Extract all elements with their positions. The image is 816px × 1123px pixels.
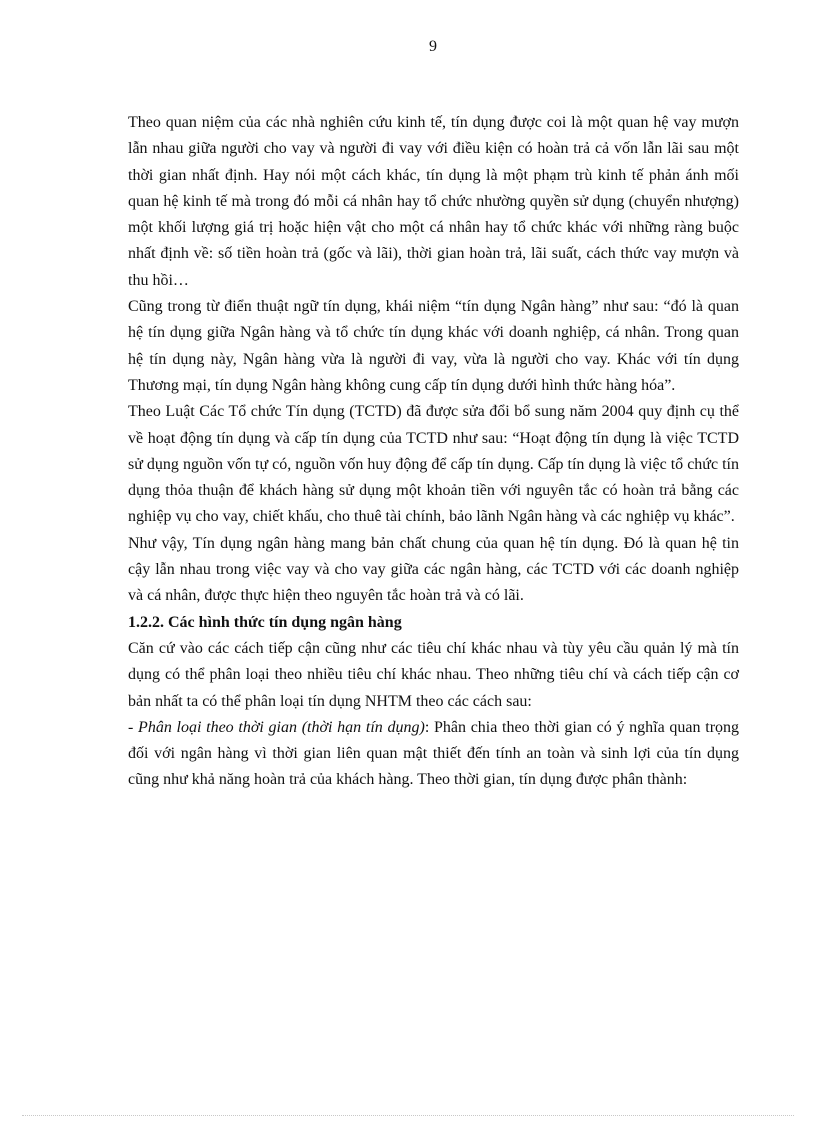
- list-item-label: Phân loại theo thời gian (thời hạn tín dụng): [138, 718, 425, 736]
- section-intro: Căn cứ vào các cách tiếp cận cũng như các tiêu chí khác nhau và tùy yêu cầu quản lý mà tín dụng có thể phân loại theo nhiều tiêu chí khác nhau. Theo những tiêu chí và cách tiếp cận cơ bản nhất ta có thể phân loại tín dụng NHTM theo các cách sau:: [128, 639, 739, 710]
- page-bottom-rule: [22, 1115, 794, 1116]
- page-number: 9: [429, 38, 437, 55]
- paragraph-credit-law: Theo Luật Các Tổ chức Tín dụng (TCTD) đã được sửa đổi bổ sung năm 2004 quy định cụ thể về hoạt động tín dụng và cấp tín dụng của TCTD như sau: “Hoạt động tín dụng là việc TCTD sử dụng nguồn vốn tự có, nguồn vốn huy động để cấp tín dụng. Cấp tín dụng là việc tổ chức tín dụng thỏa thuận để khách hàng sử dụng một khoản tiền với nguyên tắc có hoàn trả bằng các nghiệp vụ cho vay, chiết khấu, cho thuê tài chính, bảo lãnh Ngân hàng và các nghiệp vụ khác”.: [128, 403, 739, 526]
- paragraph-bank-credit-definition: Cũng trong từ điển thuật ngữ tín dụng, khái niệm “tín dụng Ngân hàng” như sau: “đó là quan hệ tín dụng giữa Ngân hàng và tổ chức tín dụng khác với doanh nghiệp, cá nhân. Trong quan hệ tín dụng này, Ngân hàng vừa là người đi vay, vừa là người cho vay. Khác với tín dụng Thương mại, tín dụng Ngân hàng không cung cấp tín dụng dưới hình thức hàng hóa”.: [128, 298, 739, 394]
- list-item-text: : Phân chia theo thời gian có ý nghĩa quan trọng đối với ngân hàng vì thời gian liên quan mật thiết đến tính an toàn và sinh lợi của tín dụng cũng như khả năng hoàn trả của khách hàng. Theo thời gian, tín dụng được phân thành:: [128, 718, 740, 789]
- list-item-time-classification: [128, 715, 739, 794]
- section-heading: 1.2.2. Các hình thức tín dụng ngân hàng: [128, 613, 402, 631]
- paragraph-credit-concept: Theo quan niệm của các nhà nghiên cứu kinh tế, tín dụng được coi là một quan hệ vay mượn lẫn nhau giữa người cho vay và người đi vay với điều kiện có hoàn trả cả vốn lẫn lãi sau một thời gian nhất định. Hay nói một cách khác, tín dụng là một phạm trù kinh tế phản ánh mối quan hệ kinh tế mà trong đó mỗi cá nhân hay tổ chức nhường quyền sử dụng (chuyển nhượng) một khối lượng giá trị hoặc hiện vật cho một cá nhân hay tổ chức khác với những ràng buộc nhất định về: số tiền hoàn trả (gốc và lãi), thời gian hoàn trả, lãi suất, cách thức vay mượn và thu hồi…: [128, 114, 739, 289]
- document-body: [128, 110, 739, 794]
- list-item-prefix: -: [128, 718, 139, 736]
- paragraph-conclusion: Như vậy, Tín dụng ngân hàng mang bản chất chung của quan hệ tín dụng. Đó là quan hệ tin cậy lẫn nhau trong việc vay và cho vay giữa các ngân hàng, các TCTD với các doanh nghiệp và cá nhân, được thực hiện theo nguyên tắc hoàn trả và có lãi.: [128, 534, 739, 605]
